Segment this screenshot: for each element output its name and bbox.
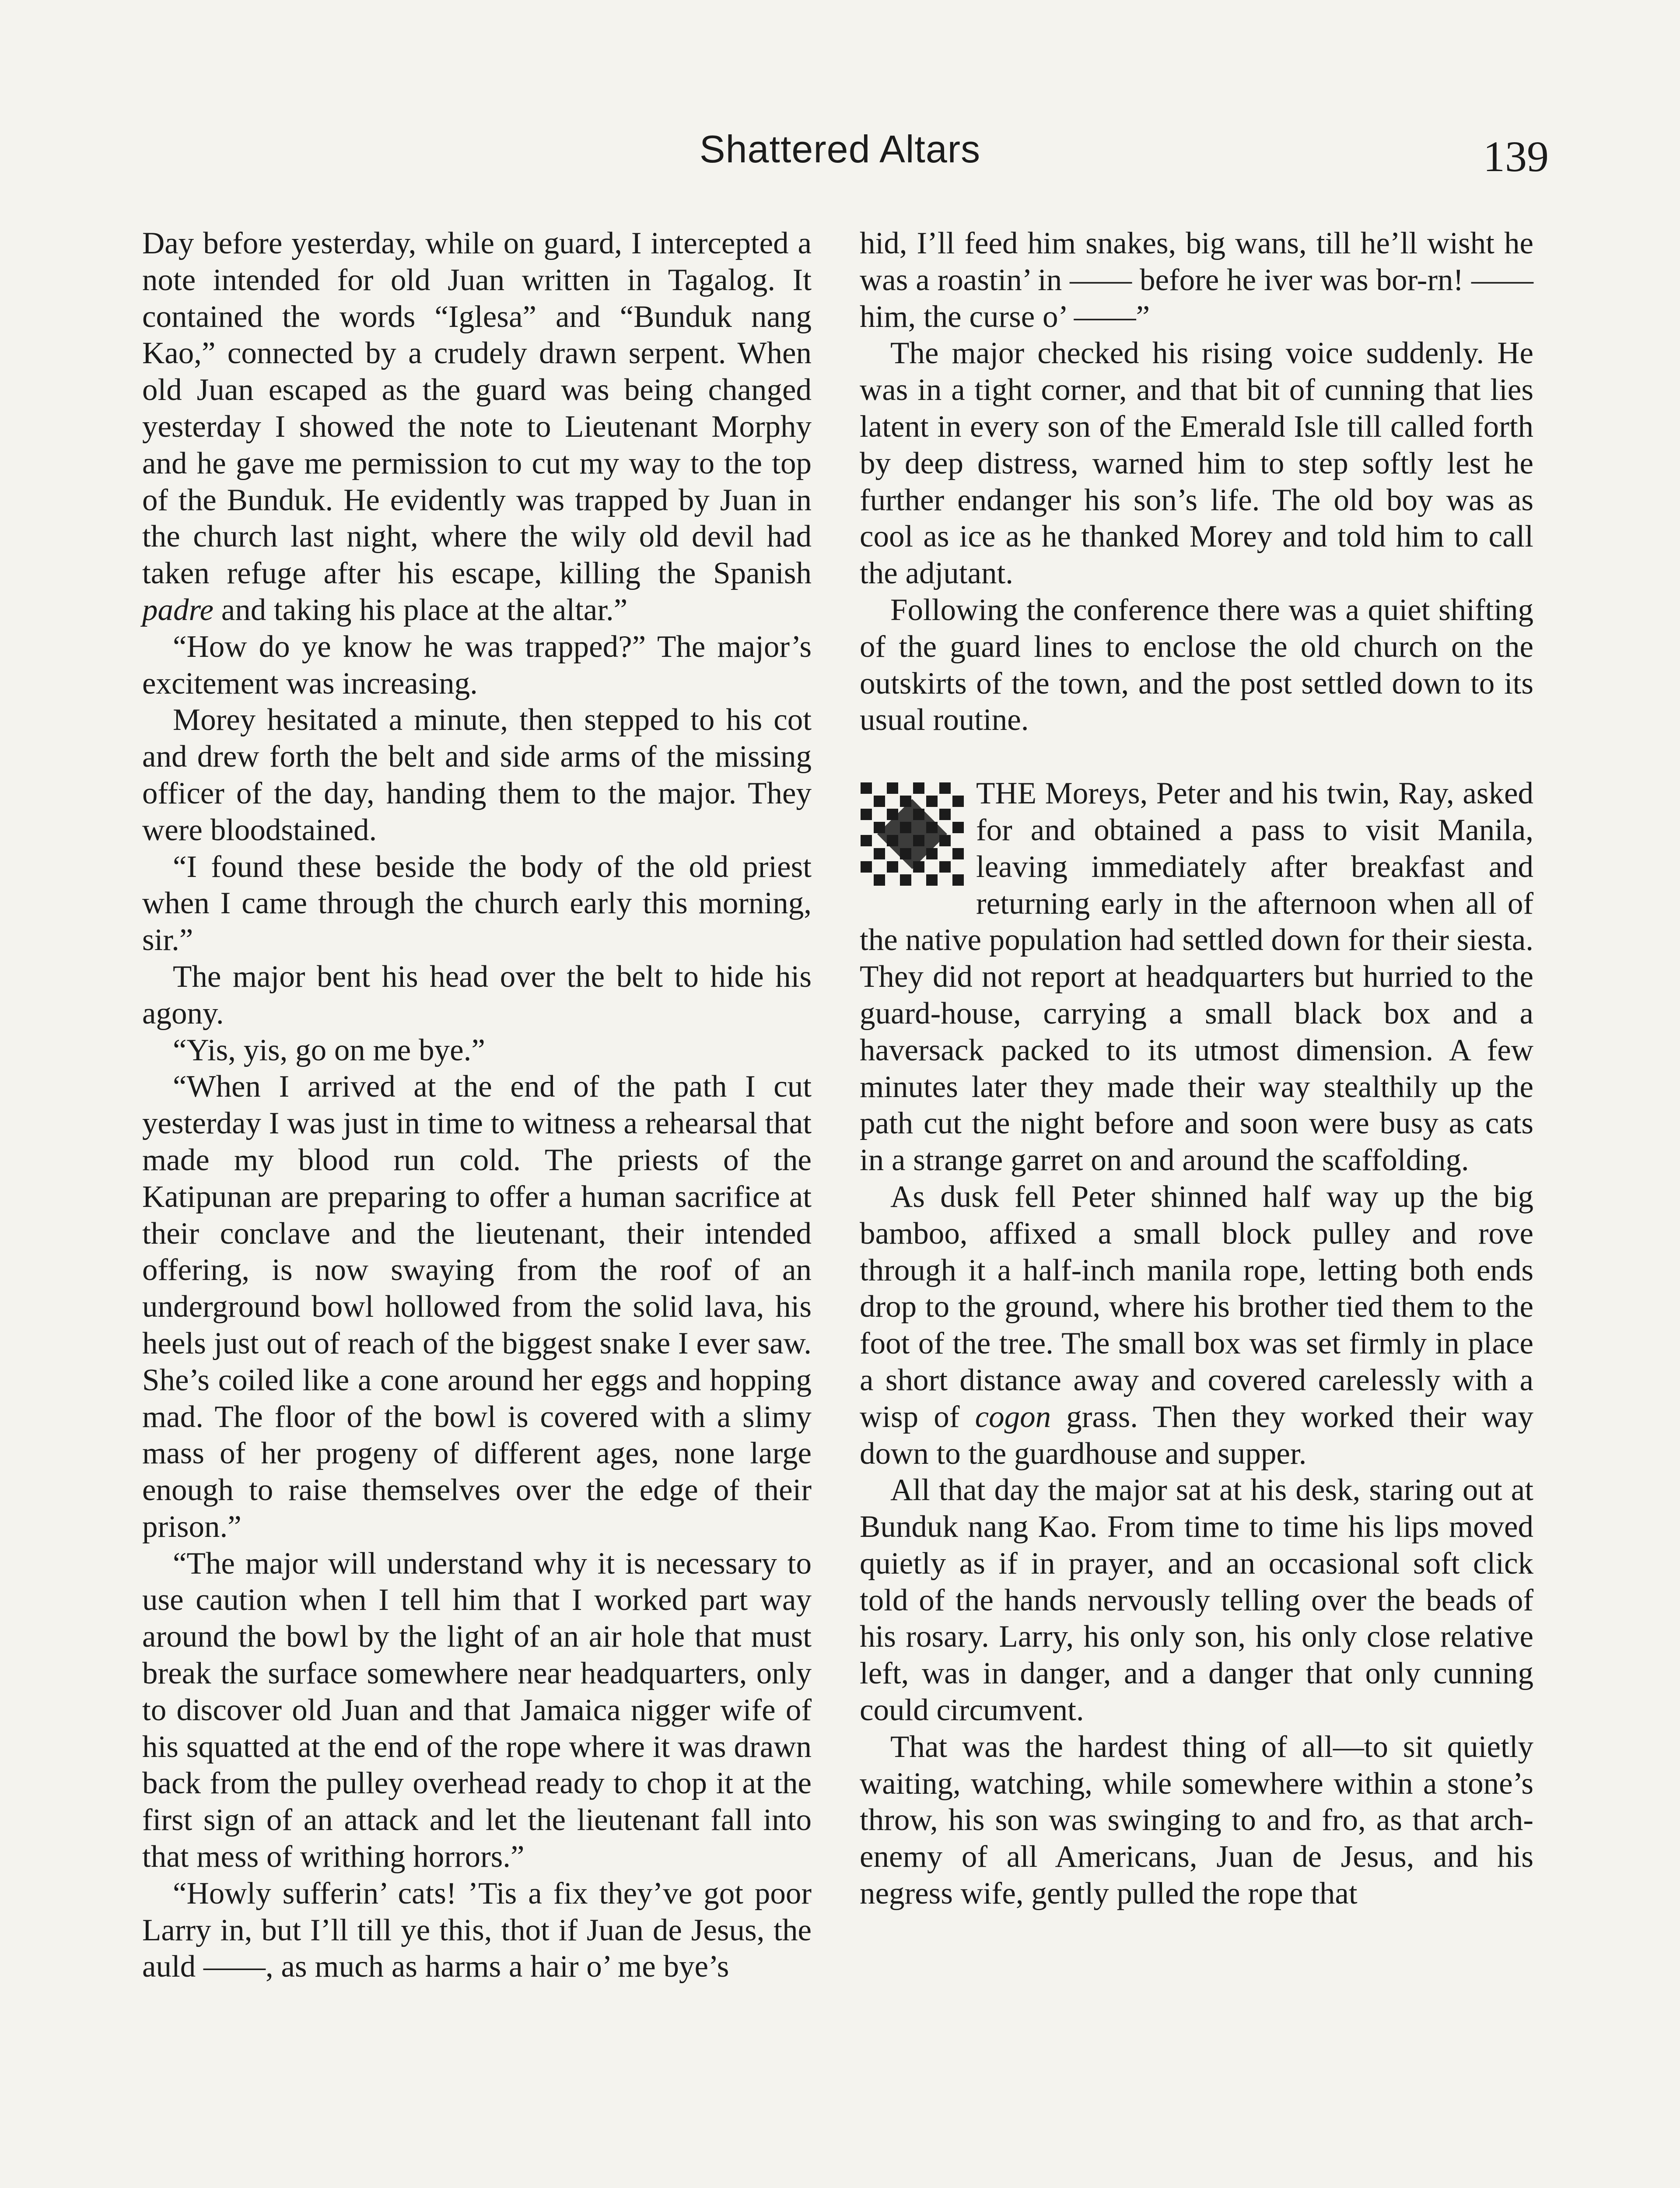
page-number: 139 [1483,132,1549,181]
paragraph: “When I arrived at the end of the path I cut yesterday I was just in time to witness a rehearsal that made my blood run cold. The priests of the Katipunan are preparing to offer a human sacrifice at their conclave and the lieutenant, their intended offering, is now swaying from the roof of an underground bowl hollowed from the solid lava, his heels just out of reach of the biggest snake I ever saw. She’s coiled like a cone around her eggs and hopping mad. The floor of the bowl is covered with a slimy mass of her progeny of different ages, none large enough to raise themselves over the edge of their prison.” [142,1069,812,1544]
running-header-title: Shattered Altars [699,127,981,171]
paragraph: Following the conference there was a quiet shifting of the guard lines to enclose the old church on the outskirts of the town, and the post settled down to its usual routine. [860,593,1533,737]
paragraph: THE Moreys, Peter and his twin, Ray, asked for and obtained a pass to visit Manila, leaving immediately after breakfast and returning early in the afternoon when all of the native population had settled down for their siesta. They did not report at headquarters but hurried to the guard-house, carrying a small black box and a haversack packed to its utmost dimension. A few minutes later they made their way stealthily up the path cut the night before and soon were busy as cats in a strange garret on and around the scaffolding. [860,776,1533,1178]
left-text-column [142,225,812,1985]
paragraph: The major checked his rising voice suddenly. He was in a tight corner, and that bit of cunning that lies latent in every son of the Emerald Isle till called forth by deep distress, warned him to step softly lest he further endanger his son’s life. The old boy was as cool as ice as he thanked Morey and told him to call the adjutant. [860,336,1533,591]
paragraph: hid, I’ll feed him snakes, big wans, till he’ll wisht he was a roastin’ in —— before he iver was bor-rn! —— him, the curse o’ ——” [860,226,1533,334]
ornamental-initial-icon [860,782,965,887]
paragraph: “How do ye know he was trapped?” The major’s excitement was increasing. [142,629,812,701]
paragraph: The major bent his head over the belt to hide his agony. [142,959,812,1031]
paragraph: Morey hesitated a minute, then stepped to his cot and drew forth the belt and side arms of the missing officer of the day, handing them to the major. They were bloodstained. [142,703,812,847]
paragraph: All that day the major sat at his desk, staring out at Bunduk nang Kao. From time to time his lips moved quietly as if in prayer, and an occasional soft click told of the hands nervously telling over the beads of his rosary. Larry, his only son, his only close relative left, was in danger, and a danger that only cunning could circumvent. [860,1473,1533,1728]
paragraph: As dusk fell Peter shinned half way up the big bamboo, affixed a small block pulley and rove through it a half-inch manila rope, letting both ends drop to the ground, where his brother tied them to the foot of the tree. The small box was set firmly in place a short distance away and covered carelessly with a wisp of cogon grass. Then they worked their way down to the guardhouse and supper. [860,1179,1533,1471]
paragraph: “Howly sufferin’ cats! ’Tis a fix they’ve got poor Larry in, but I’ll till ye this, thot if Juan de Jesus, the auld ——, as much as harms a hair o’ me bye’s [142,1876,812,1984]
paragraph: Day before yesterday, while on guard, I intercepted a note intended for old Juan written in Tagalog. It contained the words “Iglesa” and “Bunduk nang Kao,” connected by a crudely drawn serpent. When old Juan escaped as the guard was being changed yesterday I showed the note to Lieutenant Morphy and he gave me permission to cut my way to the top of the Bunduk. He evidently was trapped by Juan in the church last night, where the wily old devil had taken refuge after his escape, killing the Spanish padre and taking his place at the altar.” [142,226,812,627]
paragraph: “Yis, yis, go on me bye.” [173,1033,485,1067]
paragraph: “The major will understand why it is necessary to use caution when I tell him that I worked part way around the bowl by the light of an air hole that must break the surface somewhere near headquarters, only to discover old Juan and that Jamaica nigger wife of his squatted at the end of the rope where it was drawn back from the pulley overhead ready to chop it at the first sign of an attack and let the lieutenant fall into that mess of writhing horrors.” [142,1546,812,1874]
paragraph: “I found these beside the body of the old priest when I came through the church early this morning, sir.” [142,849,812,957]
right-text-column [860,225,1533,1912]
paragraph: That was the hardest thing of all—to sit quietly waiting, watching, while somewhere within a stone’s throw, his son was swinging to and fro, as that arch-enemy of all Americans, Juan de Jesus, and his negress wife, gently pulled the rope that [860,1729,1533,1911]
section-break [860,739,1533,775]
